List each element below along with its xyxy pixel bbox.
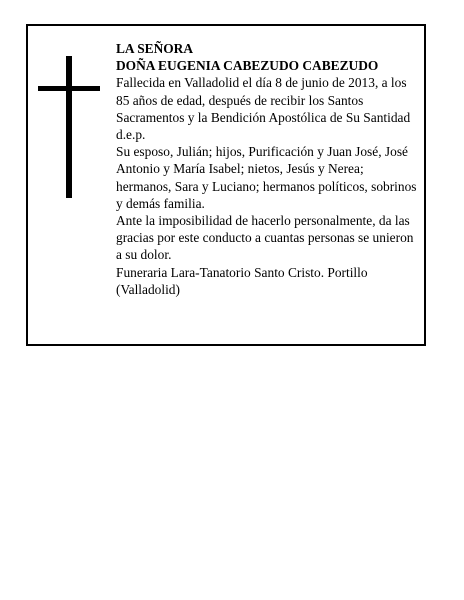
- deceased-name: DOÑA EUGENIA CABEZUDO CABEZUDO: [116, 58, 379, 74]
- funeral-home: Funeraria Lara-Tanatorio Santo Cristo. Portillo (Valladolid): [116, 264, 368, 297]
- obituary-notice: [26, 24, 426, 346]
- thanks-text: Ante la imposibilidad de hacerlo personalmente, da las gracias por este conducto a cuantas personas se unieron a su dolor.: [116, 213, 414, 263]
- cross-horizontal-bar: [38, 86, 100, 91]
- notice-text: [116, 40, 420, 298]
- death-info: Fallecida en Valladolid el día 8 de junio de 2013, a los 85 años de edad, después de recibir los Santos Sacramentos y la Bendición Apostólica de Su Santidad d.e.p.: [116, 75, 411, 143]
- honorific: LA SEÑORA: [116, 41, 194, 56]
- cross-vertical-bar: [66, 56, 72, 198]
- family-list: Su esposo, Julián; hijos, Purificación y Juan José, José Antonio y María Isabel; nietos, Jesús y Nerea; hermanos, Sara y Luciano; hermanos políticos, sobrinos y demás familia.: [116, 144, 417, 211]
